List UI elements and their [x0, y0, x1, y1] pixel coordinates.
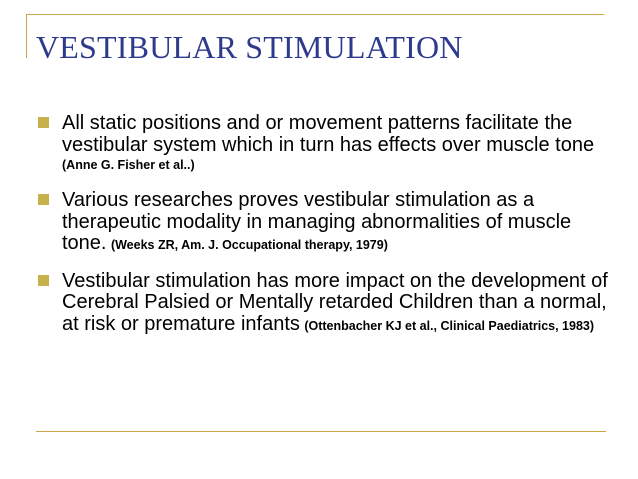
bullet-citation: (Ottenbacher KJ et al., Clinical Paediatrics, 1983)	[304, 318, 595, 333]
bullet-text: Vestibular stimulation has more impact on the development of Cerebral Palsied or Mentally retarded Children than a normal, at risk or premature infants	[62, 269, 608, 335]
left-accent-rule	[26, 14, 27, 58]
square-bullet-icon	[38, 117, 49, 128]
bullet-item	[36, 271, 621, 336]
top-accent-rule	[26, 14, 604, 15]
slide-title: VESTIBULAR STIMULATION	[36, 29, 463, 65]
bullet-text: Various researches proves vestibular stimulation as a therapeutic modality in managing abnormalities of muscle tone.	[62, 189, 572, 254]
bullet-item	[36, 190, 621, 255]
square-bullet-icon	[38, 275, 49, 286]
bullet-item	[36, 113, 621, 174]
bullet-text: All static positions and or movement patterns facilitate the vestibular system which in turn has effects over muscle tone	[62, 112, 595, 156]
bullet-citation: (Weeks ZR, Am. J. Occupational therapy, 1979)	[110, 238, 388, 252]
bullet-list	[36, 113, 621, 335]
bullet-citation: (Anne G. Fisher et al..)	[62, 158, 195, 172]
square-bullet-icon	[38, 194, 49, 205]
bottom-accent-rule	[36, 431, 606, 432]
